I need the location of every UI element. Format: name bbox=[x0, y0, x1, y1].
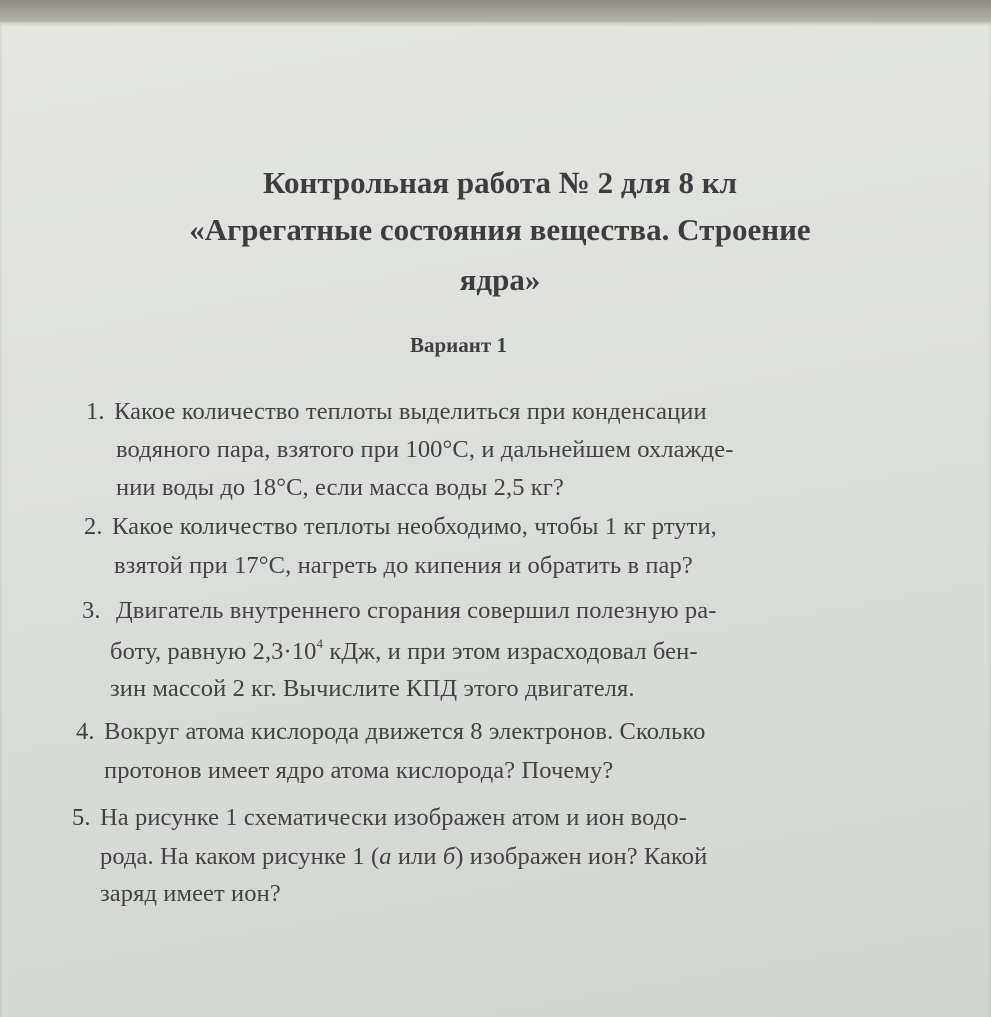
question-line: зин массой 2 кг. Вычислите КПД этого двигателя. bbox=[110, 675, 635, 702]
question-line bbox=[84, 513, 717, 541]
question-line bbox=[100, 843, 707, 871]
question-line bbox=[110, 636, 698, 666]
question-text: На рисунке 1 схематически изображен атом и ион водо- bbox=[100, 804, 688, 831]
title-line-3: ядра» bbox=[459, 262, 541, 297]
question-number: 4. bbox=[76, 718, 95, 745]
option-a: а bbox=[379, 843, 392, 870]
title-line-1: Контрольная работа № 2 для 8 кл bbox=[263, 165, 737, 200]
question-text: боту, равную 2,3·10 bbox=[110, 638, 317, 665]
question-text: рода. На каком рисунке 1 ( bbox=[100, 843, 380, 870]
exponent: 4 bbox=[316, 636, 324, 651]
title-line-2: «Агрегатные состояния вещества. Строение bbox=[189, 212, 811, 247]
question-number: 5. bbox=[72, 804, 91, 831]
question-line: взятой при 17°С, нагреть до кипения и обратить в пар? bbox=[114, 552, 693, 579]
question-number: 2. bbox=[84, 513, 103, 540]
question-text: Двигатель внутреннего сгорания совершил полезную ра- bbox=[116, 597, 717, 624]
question-number: 1. bbox=[86, 398, 105, 425]
question-number: 3. bbox=[82, 597, 101, 624]
question-text: Какое количество теплоты выделиться при конденсации bbox=[114, 398, 707, 425]
question-text: ) изображен ион? Какой bbox=[455, 843, 708, 870]
option-b: б bbox=[442, 843, 456, 870]
question-line bbox=[76, 718, 705, 746]
question-text: Вокруг атома кислорода движется 8 электронов. Сколько bbox=[104, 718, 706, 745]
question-text: или bbox=[391, 843, 443, 870]
question-text: Какое количество теплоты необходимо, чтобы 1 кг ртути, bbox=[112, 513, 717, 540]
question-line: протонов имеет ядро атома кислорода? Почему? bbox=[104, 757, 614, 784]
question-line: нии воды до 18°С, если масса воды 2,5 кг? bbox=[116, 474, 564, 501]
question-text: кДж, и при этом израсходовал бен- bbox=[323, 638, 698, 665]
question-line bbox=[82, 597, 716, 625]
question-line bbox=[86, 398, 707, 426]
question-line: заряд имеет ион? bbox=[100, 880, 281, 907]
question-line: водяного пара, взятого при 100°С, и дальнейшем охлажде- bbox=[116, 436, 734, 463]
variant-heading: Вариант 1 bbox=[410, 333, 507, 357]
question-line bbox=[72, 804, 687, 832]
